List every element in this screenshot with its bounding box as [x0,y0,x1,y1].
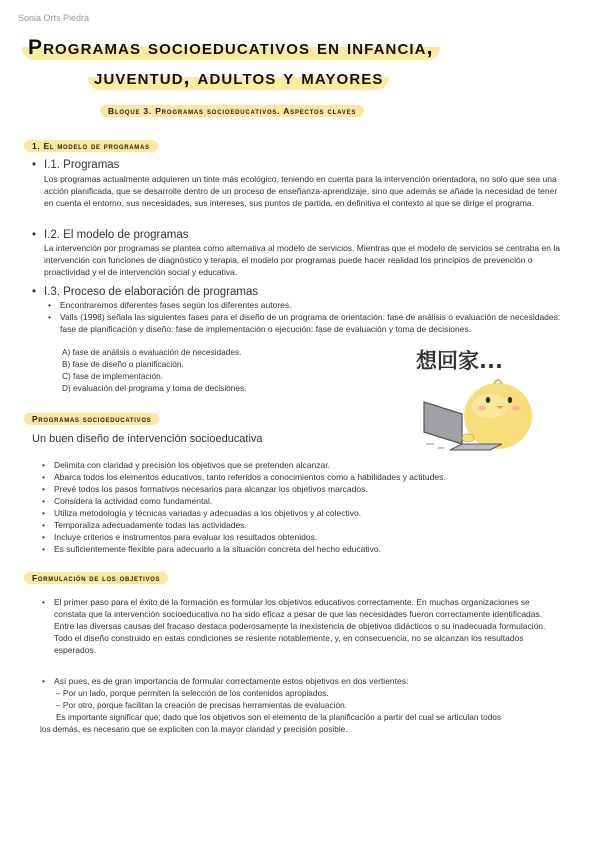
list-item: • Así pues, es de gran importancia de formular correctamente estos objetivos en dos vertientes: [40,675,562,687]
section-heading-programas-socioeducativos: Programas socioeducativos [24,413,159,425]
list-item: • Delimita con claridad y precisión los objetivos que se pretenden alcanzar. [40,459,560,471]
list-item: – Por otro, porque facilitan la creación de precisas herramientas de evaluación. [56,700,348,710]
author-name: Sonia Orts Piedra [18,13,90,23]
list-item: A) fase de análisis o evaluación de necesidades. [62,347,242,357]
subheading-programas: • I.1. Programas [32,159,120,171]
subheading-modelo-programas: • I.2. El modelo de programas [32,229,189,241]
page-title-line-1: Programas socioeducativos en infancia, [22,36,440,60]
lead-text-diseno: Un buen diseño de intervención socioeducativa [32,433,263,445]
list-item: D) evaluación del programa y toma de decisiones. [62,383,247,393]
paragraph-programas: Los programas actualmente adquieren un tinte más ecológico, teniendo en cuenta para la intervención orientadora, no solo que sea una acción planificada, que se desarrolle dentro de un proceso de enseñanza-aprendizaje, sino que además se añade la necesidad de tener en cuenta el entorno, sus necesidades, sus intereses, sus puntos de partida, en definitiva el contexto al que se dirige el programa. [44,174,558,208]
list-item: • Abarca todos los elementos educativos, tanto referidos a conocimientos como a habilidades y actitudes. [40,471,560,483]
chick-laptop-sticker [410,344,550,454]
block-subtitle: Bloque 3. Programas socioeducativos. Aspectos claves [100,105,364,117]
formulacion-paragraph-2 [40,675,562,687]
list-item: • Utiliza metodología y técnicas variadas y adecuadas a los objetivos y al colectivo. [40,507,560,519]
closing-line-2-block [40,723,348,735]
list-item: C) fase de implementación. [62,371,163,381]
list-item: • El primer paso para el éxito de la formación es formular los objetivos educativos correctamente. En muchas organizaciones se constata que la intervención socioeducativa no ha sido eficaz a pesar de que las necesidades fueron correctamente identificadas. Entre las diversas causas del fracaso destaca poderosamente la inexistencia de objetivos didácticos o su inadecuada formulación. Todo el diseño construido en estas condiciones se resiente notablemente, y, en consecuencia, no se alcanzan los resultados esperados. [40,596,562,656]
proceso-bullet-list [46,299,564,335]
list-item: • Temporaliza adecuadamente todas las actividades. [40,519,560,531]
list-item: • Es suficientemente flexible para adecuarlo a la situación concreta del hecho educativo. [40,543,560,555]
closing-line-2: los demás, es necesario que se expliciten con la mayor claridad y precisión posible. [40,724,348,734]
vertientes-list [56,687,501,723]
phases-list [62,346,246,394]
section-heading-modelo: 1. El modelo de programas [24,140,158,152]
list-item: – Por un lado, porque permiten la selección de los contenidos apropiados. [56,688,329,698]
formulacion-paragraph-1 [40,596,562,656]
subheading-proceso: • I.3. Proceso de elaboración de programas [32,286,259,298]
list-item: • Valls (1998) señala las siguientes fases para el diseño de un programa de orientación: fase de análisis o evaluación de necesidades: fase de planificación y diseño: fase de implementación o ejecución: fase de evaluación y toma de decisiones. [46,311,564,335]
list-item: • Incluye criterios e instrumentos para evaluar los resultados obtenidos. [40,531,560,543]
section-heading-formulacion: Formulación de los objetivos [24,572,168,584]
list-item: • Prevé todos los pasos formativos necesarios para alcanzar los objetivos marcados. [40,483,560,495]
closing-line-1: Es importante significar que; dado que los objetivos son el elemento de la planificación a partir del cual se articulan todos [56,712,502,722]
diseno-bullet-list [40,459,560,555]
paragraph-modelo-programas: La intervención por programas se plantea como alternativa al modelo de servicios. Mientras que el modelo de servicios se centraba en la intervención con funciones de diagnóstico y terapia, el modelo por programas puede hacer realidad los principios de prevención o proactividad y el de intervención social y educativa. [44,243,560,277]
list-item: • Considera la actividad como fundamental. [40,495,560,507]
list-item: • Encontraremos diferentes fases según los diferentes autores. [46,299,564,311]
page-title-line-2: juventud, adultos y mayores [88,66,389,90]
list-item: B) fase de diseño o planificación. [62,359,184,369]
svg-text:想回家...: 想回家... [416,349,503,373]
